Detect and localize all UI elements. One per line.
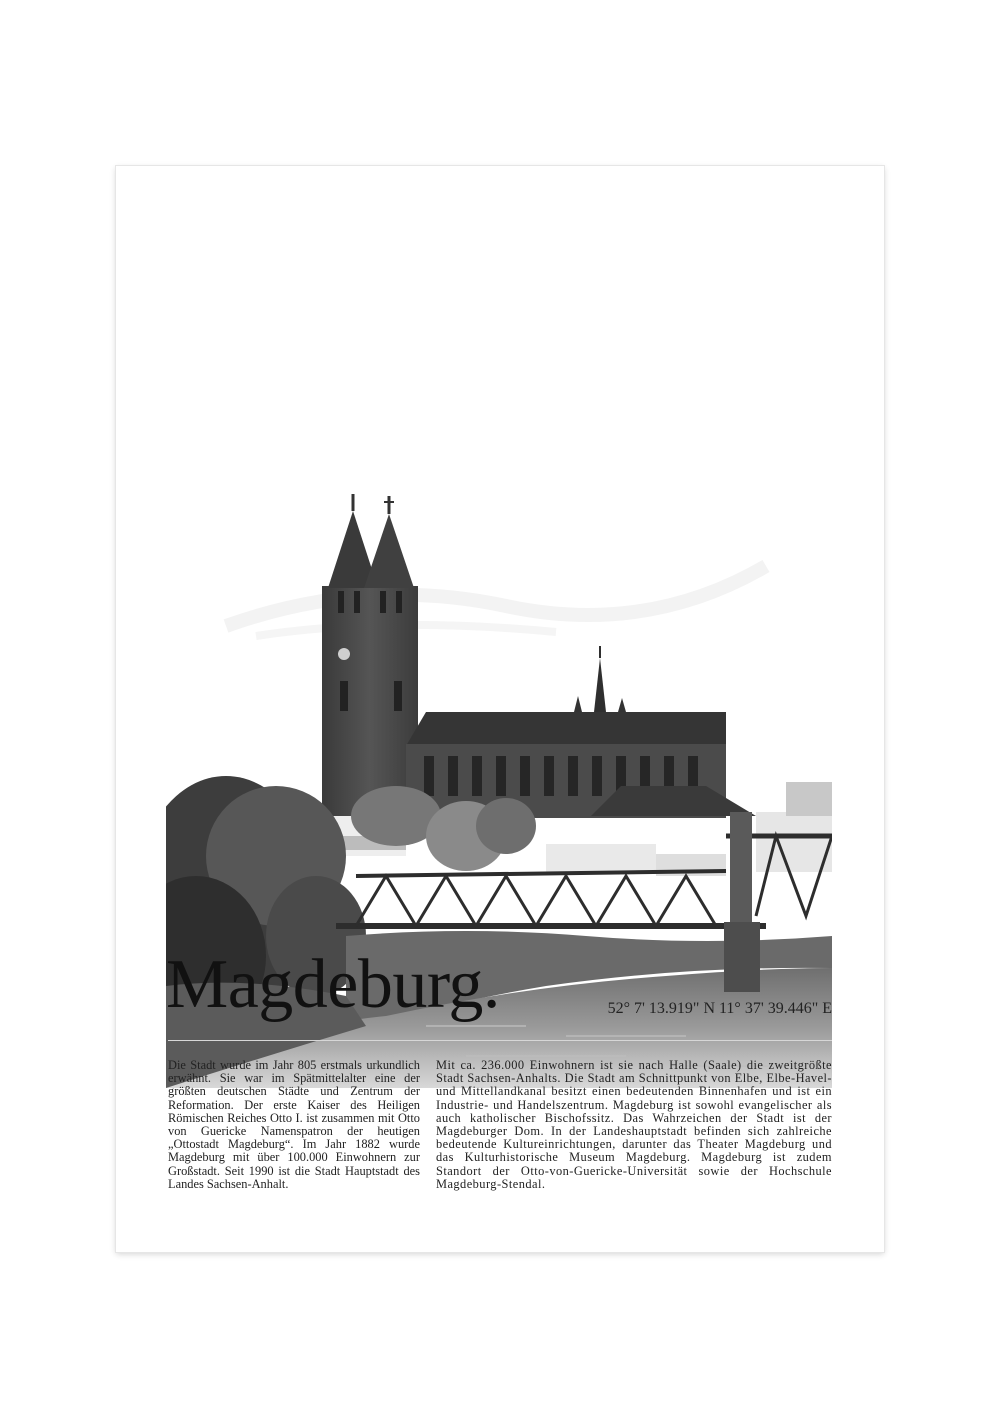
geo-coordinates: 52° 7' 13.919" N 11° 37' 39.446" E bbox=[607, 1000, 832, 1017]
poster-card bbox=[116, 166, 884, 1252]
description-right: Mit ca. 236.000 Einwohnern ist sie nach Halle (Saale) die zweitgrößte Stadt Sachsen-Anhalts. Die Stadt am Schnittpunkt von Elbe, Elbe-Havel- und Mittellandkanal besitzt einen bedeutenden Binnenhafen und ist ein Industrie- und Handelszentrum. Magdeburg ist sowohl evangelischer als auch katholischer Bischofssitz. Das Wahrzeichen der Stadt ist der Magdeburger Dom. In der Landeshauptstadt befinden sich zahlreiche bedeutende Kultureinrichtungen, darunter das Theater Magdeburg und das Kulturhistorische Museum Magdeburg. Magdeburg ist zudem Standort der Otto-von-Guericke-Universität sowie der Hochschule Magdeburg-Stendal. bbox=[436, 1058, 832, 1191]
cathedral-towers bbox=[322, 494, 418, 818]
city-title: Magdeburg. bbox=[166, 946, 500, 1023]
cathedral-nave bbox=[406, 646, 756, 818]
description-left: Die Stadt wurde im Jahr 805 erstmals urkundlich erwähnt. Sie war im Spätmittelalter eine der größten deutschen Städte und Zentrum der Reformation. Der erste Kaiser des Heiligen Römischen Reiches Otto I. ist zusammen mit Otto von Guericke Namenspatron der heutigen „Ottostadt Magdeburg“. Im Jahr 1882 wurde Magdeburg mit über 100.000 Einwohnern zur Großstadt. Seit 1990 ist die Stadt Hauptstadt des Landes Sachsen-Anhalt. bbox=[168, 1058, 420, 1191]
divider bbox=[168, 1040, 832, 1041]
